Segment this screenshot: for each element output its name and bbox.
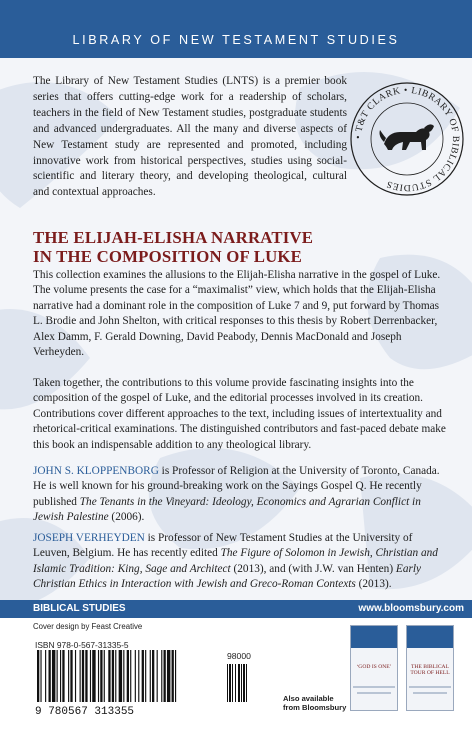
thumbnail-line [353, 686, 395, 688]
author-name: JOHN S. KLOPPENBORG [33, 465, 159, 477]
also-available-line2: from Bloomsbury [283, 703, 347, 712]
thumbnail-line [409, 686, 451, 688]
series-header-band [0, 0, 472, 58]
isbn-label: ISBN 978-0-567-31335-5 [35, 640, 129, 650]
publisher-website[interactable]: www.bloomsbury.com [358, 603, 464, 614]
lion-emblem-icon [380, 124, 435, 150]
also-available-line1: Also available [283, 694, 334, 703]
author-bio-text: (2013). [355, 578, 392, 591]
barcode-block [31, 638, 253, 716]
book-title-line2: IN THE COMPOSITION OF LUKE [33, 247, 303, 266]
price-code: 98000 [227, 651, 251, 661]
series-title: LIBRARY OF NEW TESTAMENT STUDIES [72, 33, 400, 47]
book-title [33, 228, 453, 266]
author-bio-verheyden [33, 531, 448, 593]
thumbnail-line [357, 692, 391, 694]
subject-label: BIBLICAL STUDIES [33, 603, 126, 614]
author-work-title: The Tenants in the Vineyard: Ideology, Economics and Agrarian Conflict in Jewish Palestine [33, 495, 421, 524]
author-work-title: Early Christian Ethics in Interaction with Jewish and Greco-Roman Contexts [33, 562, 422, 591]
author-bio-text: is Professor of New Testament Studies at the University of Leuven, Belgium. He has recently edited [33, 532, 413, 560]
author-work-title: The Figure of Solomon in Jewish, Christian and Islamic Tradition: King, Sage and Architect [33, 547, 438, 575]
also-available-label [283, 694, 346, 712]
description-paragraph-2: Taken together, the contributions to this volume provide fascinating insights into the composition of the gospel of Luke, and the editorial processes involved in its creation. Contributions cover different approaches to the text, including issues of intertextuality and rhetorical-critical examinations. The distinguished contributors and fast-paced debate make this book an indispensable addition to any theological library. [33, 377, 446, 451]
publisher-seal [348, 80, 466, 198]
thumbnail-header [351, 626, 397, 648]
barcode-image [33, 650, 251, 716]
related-book-title: THE BIBLICAL TOUR OF HELL [410, 664, 450, 677]
thumbnail-header [407, 626, 453, 648]
author-bio-text: is Professor of Religion at the University of Toronto, Canada. He is well known for his ground-breaking work on the Sayings Gospel Q. He recently published [33, 465, 440, 508]
book-title-line1: THE ELIJAH-ELISHA NARRATIVE [33, 228, 314, 247]
subject-band [0, 600, 472, 618]
author-bio-text: (2006). [108, 511, 145, 524]
author-bio-kloppenborg [33, 464, 448, 526]
barcode-digits: 9 780567 313355 [35, 706, 135, 716]
author-bio-text: (2013), and (with J.W. van Henten) [230, 562, 396, 575]
cover-design-credit: Cover design by Feast Creative [33, 622, 143, 631]
related-book-title: ‘GOD IS ONE’ [356, 664, 392, 670]
seal-text: • T&T CLARK • LIBRARY OF BIBLICAL STUDIES [352, 84, 462, 194]
author-name: JOSEPH VERHEYDEN [33, 532, 145, 544]
related-book-thumbnail[interactable] [406, 625, 454, 711]
series-blurb: The Library of New Testament Studies (LNTS) is a premier book series that offers cutting-edge work for a readership of scholars, teachers in the field of New Testament studies, postgraduate students and advanced undergraduates. All the many and diverse aspects of New Testament study are represented and promoted, including innovative work from historical perspectives, studies using social-scientific and literary theory, and developing theological, cultural and contextual approaches. [33, 75, 347, 199]
description-paragraph-1: This collection examines the allusions to the Elijah-Elisha narrative in the gospel of Luke. The volume presents the case for a “maximalist” view, which holds that the Elijah-Elisha narrative had a dominant role in the composition of Luke 7 and 9, put forward by Thomas L. Brodie and John Shelton, with critical responses to this thesis by Robert Derrenbacker, Alex Damm, F. Gerald Downing, David Peabody, Dennis MacDonald and Joseph Verheyden. [33, 269, 441, 359]
related-book-thumbnail[interactable] [350, 625, 398, 711]
cover-footer [0, 600, 472, 750]
thumbnail-line [413, 692, 447, 694]
